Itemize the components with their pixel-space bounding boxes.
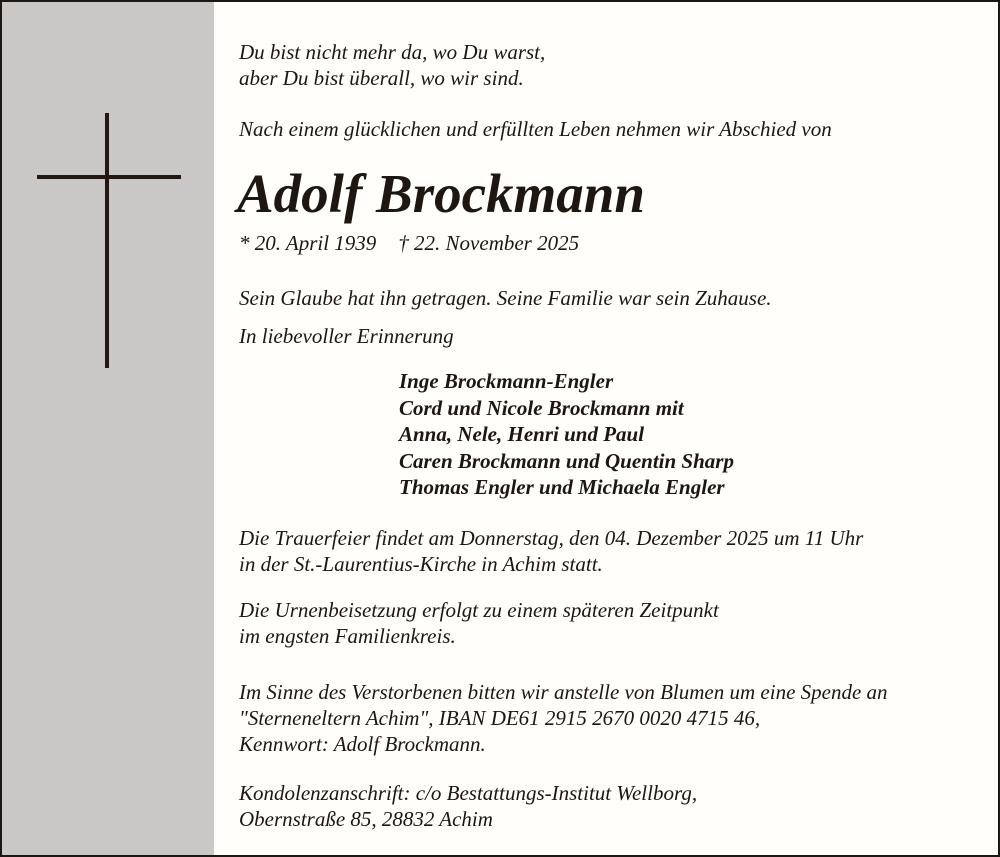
burial-line-1: Die Urnenbeisetzung erfolgt zu einem späteren Zeitpunkt bbox=[239, 598, 719, 622]
life-dates bbox=[239, 230, 579, 257]
family-list bbox=[399, 368, 734, 501]
service-line-1: Die Trauerfeier findet am Donnerstag, den 04. Dezember 2025 um 11 Uhr bbox=[239, 526, 864, 550]
donation-line-1: Im Sinne des Verstorbenen bitten wir anstelle von Blumen um eine Spende an bbox=[239, 680, 888, 704]
verse-line-1: Du bist nicht mehr da, wo Du warst, bbox=[239, 40, 546, 64]
memory-line: In liebevoller Erinnerung bbox=[239, 324, 454, 348]
tribute-text: Sein Glaube hat ihn getragen. Seine Familie war sein Zuhause. bbox=[239, 286, 772, 310]
family-member: Cord und Nicole Brockmann mit bbox=[399, 395, 684, 420]
cross-vertical-bar bbox=[105, 113, 109, 368]
death-date: † 22. November 2025 bbox=[398, 231, 580, 255]
burial-line-2: im engsten Familienkreis. bbox=[239, 624, 456, 648]
condolence-line-2: Obernstraße 85, 28832 Achim bbox=[239, 807, 493, 831]
family-member: Thomas Engler und Michaela Engler bbox=[399, 475, 725, 499]
cross-horizontal-bar bbox=[37, 175, 181, 179]
birth-date: * 20. April 1939 bbox=[239, 231, 377, 255]
family-member: Anna, Nele, Henri und Paul bbox=[399, 422, 645, 446]
service-line-2: in der St.-Laurentius-Kirche in Achim statt. bbox=[239, 552, 603, 576]
verse-line-2: aber Du bist überall, wo wir sind. bbox=[239, 66, 524, 90]
donation-line-3: Kennwort: Adolf Brockmann. bbox=[239, 732, 486, 756]
side-panel bbox=[2, 2, 214, 855]
deceased-name: Adolf Brockmann bbox=[237, 163, 645, 224]
family-member: Caren Brockmann und Quentin Sharp bbox=[399, 448, 734, 473]
condolence-line-1: Kondolenzanschrift: c/o Bestattungs-Institut Wellborg, bbox=[239, 781, 698, 805]
intro-text: Nach einem glücklichen und erfüllten Leben nehmen wir Abschied von bbox=[239, 117, 832, 141]
family-member: Inge Brockmann-Engler bbox=[399, 369, 614, 393]
donation-line-2: "Sterneneltern Achim", IBAN DE61 2915 2670 0020 4715 46, bbox=[239, 706, 761, 730]
